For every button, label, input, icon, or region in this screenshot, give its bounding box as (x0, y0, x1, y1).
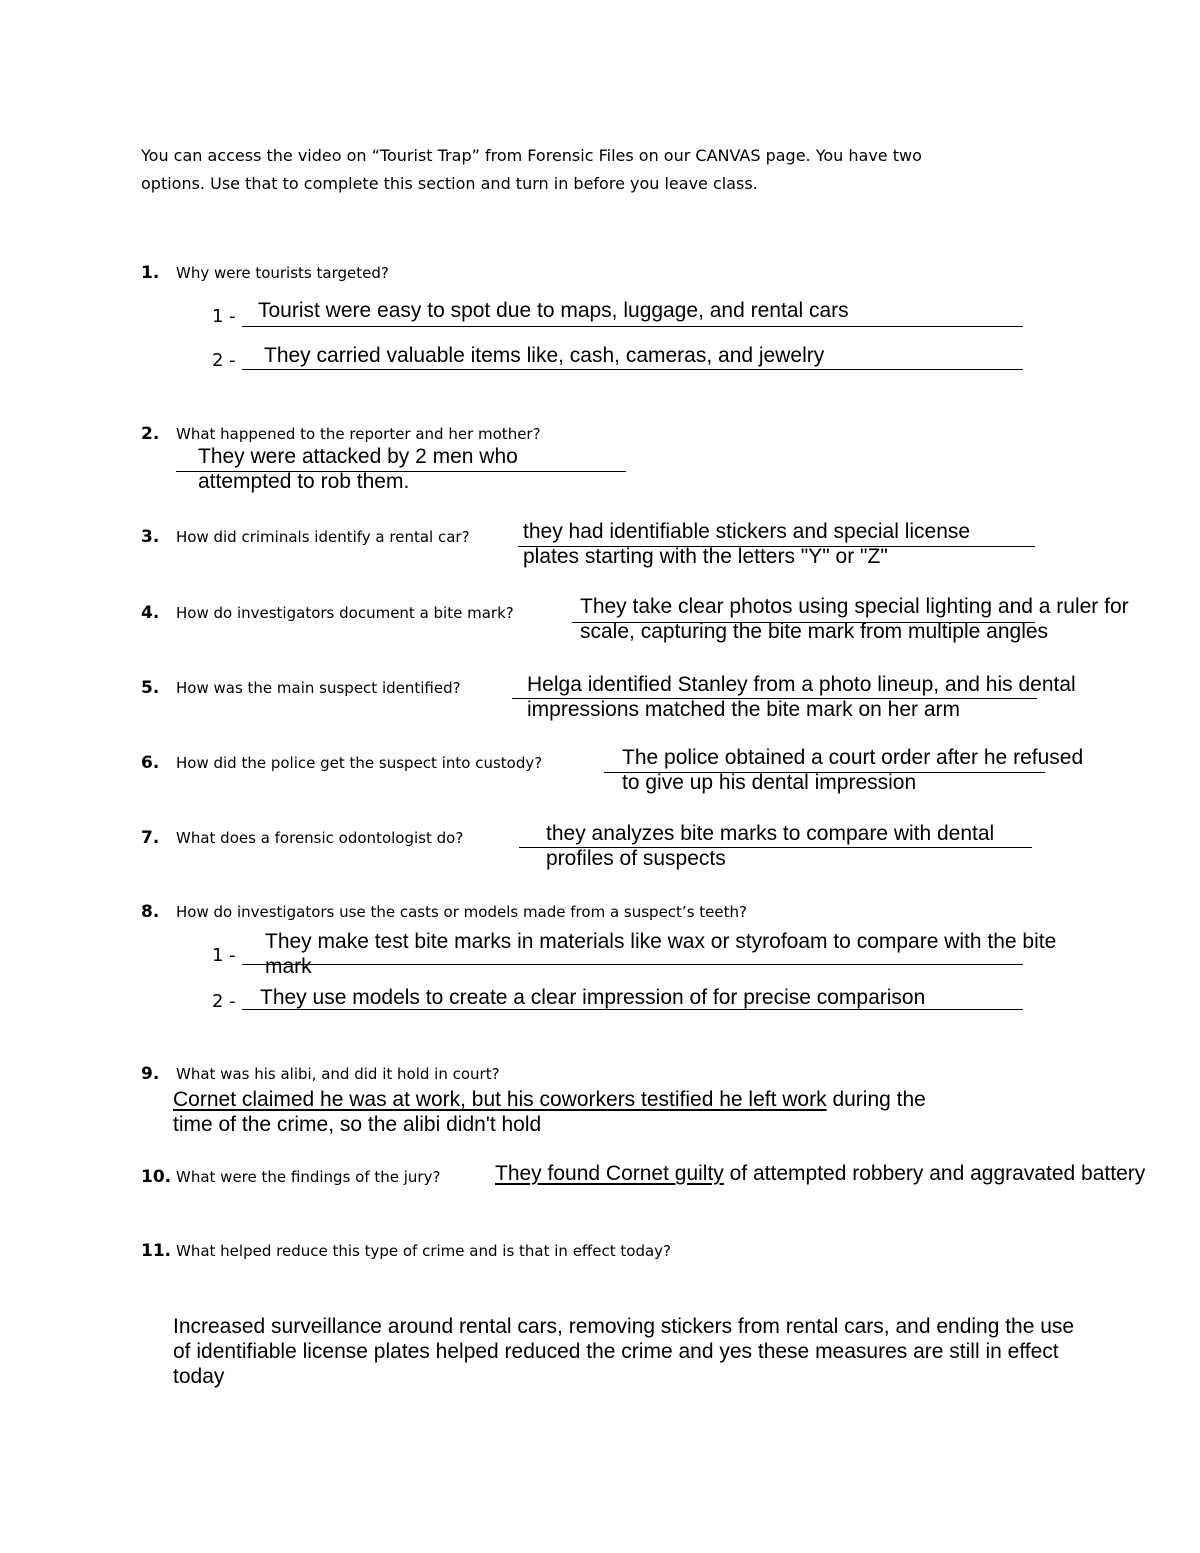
answer-text: during the (832, 1088, 926, 1111)
answer-text: They use models to create a clear impression of for precise comparison (260, 986, 926, 1009)
question-text: How do investigators document a bite mark? (176, 604, 514, 622)
answer-text: impressions matched the bite mark on her arm (527, 698, 961, 721)
answer-text: to give up his dental impression (622, 771, 917, 794)
question-number: 8. (141, 902, 160, 922)
answer-label: 1 - (212, 306, 236, 327)
answer-text: scale, capturing the bite mark from multiple angles (580, 620, 1049, 643)
answer-text: they analyzes bite marks to compare with dental (546, 822, 995, 845)
answer-label: 2 - (212, 991, 236, 1012)
question-text: How was the main suspect identified? (176, 679, 461, 697)
answer-text: plates starting with the letters "Y" or "Z" (523, 545, 888, 568)
question-text: What were the findings of the jury? (176, 1168, 441, 1186)
answer-text: today (173, 1365, 225, 1388)
question-number: 3. (141, 527, 160, 547)
answer-text: They were attacked by 2 men who (198, 445, 518, 468)
question-number: 2. (141, 424, 160, 444)
answer-line (242, 326, 1023, 327)
question-number: 6. (141, 753, 160, 773)
answer-text: Tourist were easy to spot due to maps, luggage, and rental cars (258, 299, 849, 322)
question-text: What was his alibi, and did it hold in court? (176, 1065, 500, 1083)
question-text: What helped reduce this type of crime and is that in effect today? (176, 1242, 671, 1260)
question-text: How did the police get the suspect into custody? (176, 754, 543, 772)
answer-text: mark (265, 955, 312, 978)
answer-line (242, 369, 1023, 370)
answer-line-1 (173, 1088, 926, 1112)
answer-text: They make test bite marks in materials like wax or styrofoam to compare with the bite (265, 930, 1057, 953)
answer-text: of attempted robbery and aggravated battery (729, 1162, 1146, 1185)
answer-text: Helga identified Stanley from a photo lineup, and his dental (527, 673, 1076, 696)
answer-underlined-text: Cornet claimed he was at work, but his coworkers testified he left work (173, 1088, 827, 1111)
question-text: What happened to the reporter and her mother? (176, 425, 541, 443)
answer-text: profiles of suspects (546, 847, 726, 870)
question-text: Why were tourists targeted? (176, 264, 389, 282)
answer-text: of identifiable license plates helped reduced the crime and yes these measures are still in effect (173, 1340, 1059, 1363)
answer-text: attempted to rob them. (198, 470, 410, 493)
answer-text: The police obtained a court order after he refused (622, 746, 1084, 769)
answer-underlined-text: They found Cornet guilty (495, 1162, 724, 1185)
question-number: 4. (141, 603, 160, 623)
answer-label: 1 - (212, 945, 236, 966)
answer-text: Increased surveillance around rental cars, removing stickers from rental cars, and ending the use (173, 1315, 1075, 1338)
intro-line-1: You can access the video on “Tourist Trap” from Forensic Files on our CANVAS page. You have two (141, 146, 922, 165)
question-number: 5. (141, 678, 160, 698)
question-number: 11. (141, 1241, 172, 1261)
answer-line-1 (495, 1162, 1145, 1186)
answer-line (242, 964, 1023, 965)
answer-text: They take clear photos using special lighting and a ruler for (580, 595, 1129, 618)
question-number: 10. (141, 1167, 172, 1187)
answer-text: time of the crime, so the alibi didn't hold (173, 1113, 542, 1136)
question-number: 1. (141, 263, 160, 283)
question-number: 7. (141, 828, 160, 848)
question-text: How do investigators use the casts or models made from a suspect’s teeth? (176, 903, 747, 921)
answer-text: They carried valuable items like, cash, cameras, and jewelry (264, 344, 825, 367)
question-text: How did criminals identify a rental car? (176, 528, 470, 546)
question-number: 9. (141, 1064, 160, 1084)
question-text: What does a forensic odontologist do? (176, 829, 464, 847)
answer-text: they had identifiable stickers and special license (523, 520, 971, 543)
answer-label: 2 - (212, 350, 236, 371)
intro-line-2: options. Use that to complete this section and turn in before you leave class. (141, 174, 758, 193)
